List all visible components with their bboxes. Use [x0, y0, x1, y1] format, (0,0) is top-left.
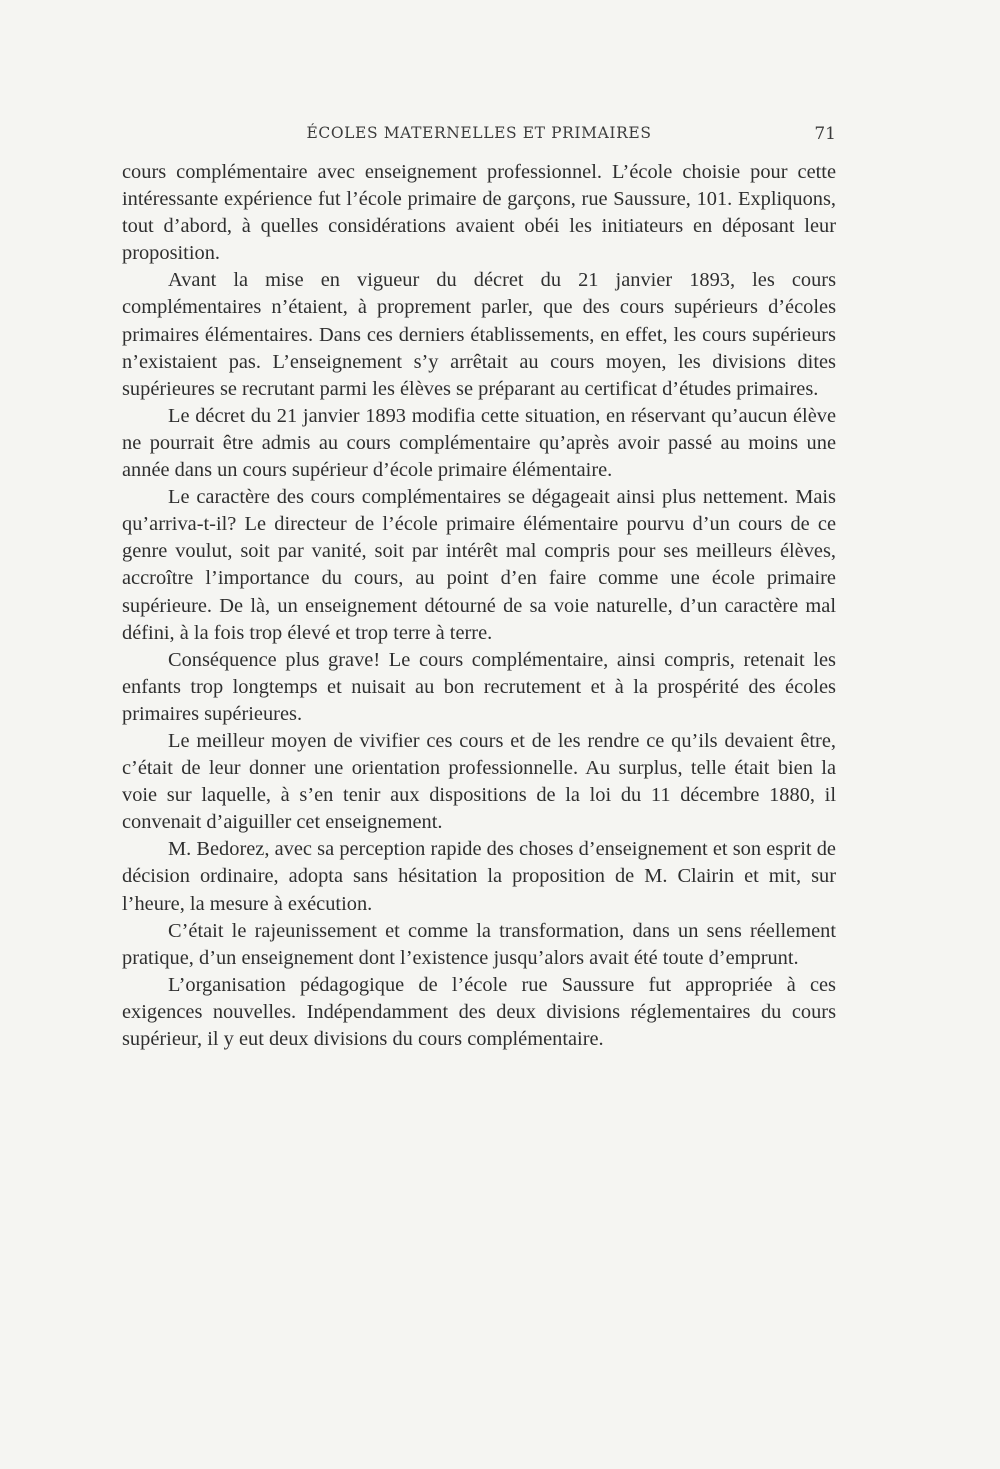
- paragraph: L’organisation pédagogique de l’école rue Saussure fut appropriée à ces exigences nouvelles. Indépendamment des deux divisions réglementaires du cours supérieur, il y eut deux divisions du cours complémentaire.: [122, 973, 836, 1050]
- running-title: ÉCOLES MATERNELLES ET PRIMAIRES: [306, 124, 652, 142]
- paragraph: M. Bedorez, avec sa perception rapide des choses d’enseignement et son esprit de décision ordinaire, adopta sans hésitation la proposition de M. Clairin et mit, sur l’heure, la mesure à exécution.: [122, 838, 836, 915]
- page-number: 71: [814, 124, 836, 144]
- paragraph: Le décret du 21 janvier 1893 modifia cette situation, en réservant qu’aucun élève ne pourrait être admis au cours complémentaire qu’après avoir passé au moins une année dans un cours supérieur d’école primaire élémentaire.: [122, 404, 836, 482]
- paragraph: C’était le rajeunissement et comme la transformation, dans un sens réellement pratique, d’un enseignement dont l’existence jusqu’alors avait été toute d’emprunt.: [122, 919, 836, 969]
- paragraph: cours complémentaire avec enseignement professionnel. L’école choisie pour cette intéressante expérience fut l’école primaire de garçons, rue Saussure, 101. Expliquons, tout d’abord, à quelles considérations avaient obéi les initiateurs en déposant leur proposition.: [122, 161, 836, 265]
- body-text: [122, 159, 836, 1053]
- page-header: [122, 124, 836, 154]
- paragraph: Le caractère des cours complémentaires se dégageait ainsi plus nettement. Mais qu’arriva-t-il? Le directeur de l’école primaire élémentaire pourvu d’un cours de ce genre voulut, soit par vanité, soit par intérêt mal compris pour ses meilleurs élèves, accroître l’importance du cours, au point d’en faire comme une école primaire supérieure. De là, un enseignement détourné de sa voie naturelle, d’un caractère mal défini, à la fois trop élevé et trop terre à terre.: [122, 486, 836, 644]
- paragraph: Conséquence plus grave! Le cours complémentaire, ainsi compris, retenait les enfants trop longtemps et nuisait au bon recrutement et à la prospérité des écoles primaires supérieures.: [122, 648, 836, 725]
- paragraph: Le meilleur moyen de vivifier ces cours et de les rendre ce qu’ils devaient être, c’était de leur donner une orientation professionnelle. Au surplus, telle était bien la voie sur laquelle, à s’en tenir aux dispositions de la loi du 11 décembre 1880, il convenait d’aiguiller cet enseignement.: [122, 729, 836, 834]
- paragraph: Avant la mise en vigueur du décret du 21 janvier 1893, les cours complémentaires n’étaient, à proprement parler, que des cours supérieurs d’écoles primaires élémentaires. Dans ces derniers établissements, en effet, les cours supérieurs n’existaient pas. L’enseignement s’y arrêtait au cours moyen, les divisions dites supérieures se recrutant parmi les élèves se préparant au certificat d’études primaires.: [122, 269, 836, 400]
